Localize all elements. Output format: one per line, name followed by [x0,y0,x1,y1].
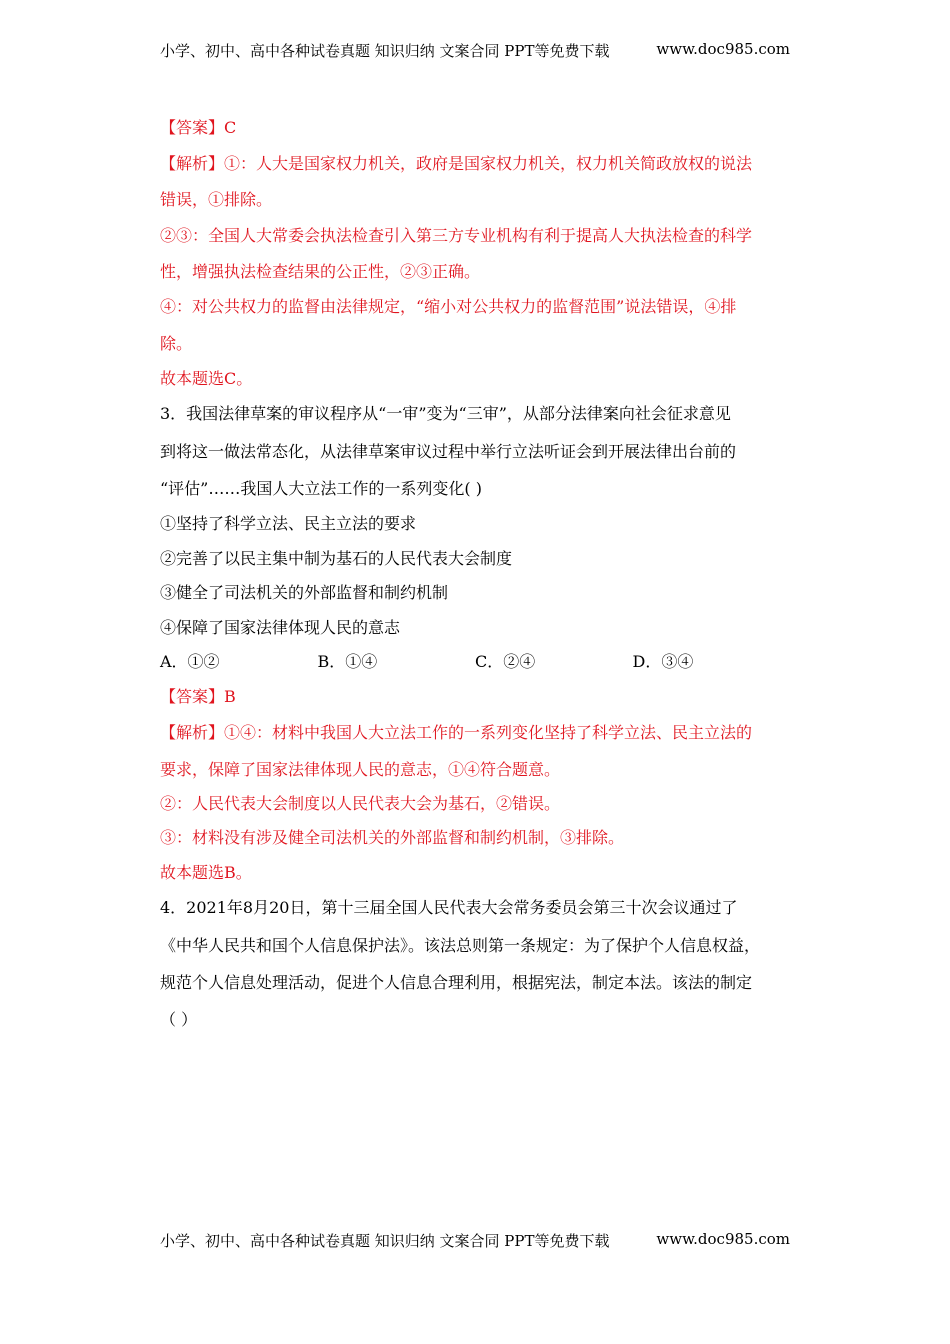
page-header [160,40,790,61]
q2-answer: 【答案】C [160,118,237,137]
q3-options [160,652,790,672]
q3-analysis-line: ②：人民代表大会制度以人民代表大会为基石，②错误。 [160,794,561,813]
q4-stem-line: 规范个人信息处理活动，促进个人信息合理利用，根据宪法，制定本法。该法的制定 [160,973,753,992]
q3-statement: ①坚持了科学立法、民主立法的要求 [160,514,417,533]
q3-option-d: D．③④ [632,652,694,671]
q3-stem-line: 3．我国法律草案的审议程序从“一审”变为“三审”，从部分法律案向社会征求意见 [160,404,731,423]
header-text: 小学、初中、高中各种试卷真题 知识归纳 文案合同 PPT等免费下载 [160,42,610,60]
header-site-link[interactable]: www.doc985.com [656,40,790,58]
q2-analysis-line: ②③：全国人大常委会执法检查引入第三方专业机构有利于提高人大执法检查的科学 [160,226,753,245]
q3-option-a: A．①② [160,652,220,671]
q3-conclusion: 故本题选B。 [160,863,252,882]
q3-statement: ③健全了司法机关的外部监督和制约机制 [160,583,449,602]
q3-option-b: B．①④ [317,652,378,671]
q3-stem-line: 到将这一做法常态化，从法律草案审议过程中举行立法听证会到开展法律出台前的 [160,442,737,461]
q3-analysis-line: 【解析】①④：材料中我国人大立法工作的一系列变化坚持了科学立法、民主立法的 [160,723,753,742]
footer-site-link[interactable]: www.doc985.com [656,1230,790,1248]
q2-analysis-line: ④：对公共权力的监督由法律规定，“缩小对公共权力的监督范围”说法错误，④排 [160,297,737,316]
q4-answer-blank: （ ） [160,1010,198,1029]
q2-conclusion: 故本题选C。 [160,369,253,388]
q2-analysis-line: 性，增强执法检查结果的公正性，②③正确。 [160,262,481,281]
q3-analysis-line: 要求，保障了国家法律体现人民的意志，①④符合题意。 [160,760,561,779]
q2-analysis-line: 除。 [160,334,193,353]
q2-analysis-line: 错误，①排除。 [160,190,273,209]
page-footer [160,1230,790,1251]
q4-stem-line: 《中华人民共和国个人信息保护法》。该法总则第一条规定：为了保护个人信息权益， [160,936,761,955]
q3-analysis-line: ③：材料没有涉及健全司法机关的外部监督和制约机制，③排除。 [160,828,625,847]
footer-text: 小学、初中、高中各种试卷真题 知识归纳 文案合同 PPT等免费下载 [160,1232,610,1250]
q3-stem-line: “评估”……我国人大立法工作的一系列变化( ) [160,479,482,498]
q3-answer: 【答案】B [160,687,236,706]
q4-stem-line: 4．2021年8月20日，第十三届全国人民代表大会常务委员会第三十次会议通过了 [160,898,738,917]
q3-statement: ②完善了以民主集中制为基石的人民代表大会制度 [160,549,513,568]
q2-analysis-line: 【解析】①：人大是国家权力机关，政府是国家权力机关，权力机关简政放权的说法 [160,154,753,173]
q3-statement: ④保障了国家法律体现人民的意志 [160,618,401,637]
q3-option-c: C．②④ [475,652,536,671]
